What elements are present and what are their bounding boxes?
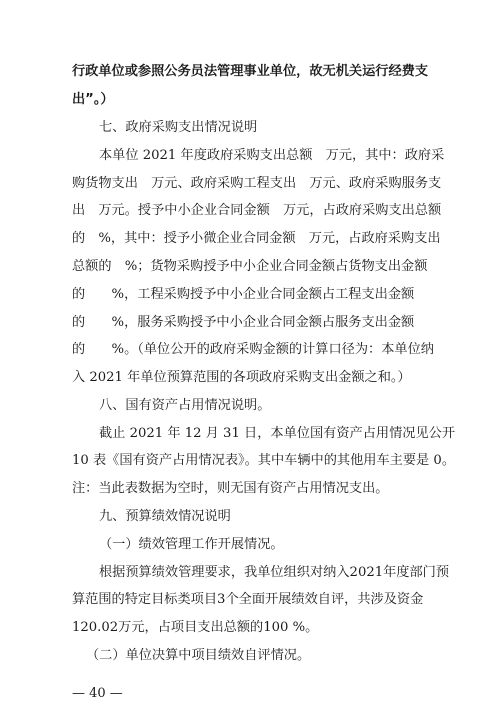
paragraph-line: 根据预算绩效管理要求，我单位组织对纳入2021年度部门预	[99, 565, 450, 580]
paragraph-line: 的 %。（单位公开的政府采购金额的计算口径为：本单位纳	[72, 342, 434, 357]
section-heading: 七、政府采购支出情况说明	[99, 120, 258, 135]
paragraph-line: 出”。）	[72, 92, 114, 107]
section-heading: 九、预算绩效情况说明	[99, 509, 231, 524]
paragraph-line: 截止 2021 年 12 月 31 日，本单位国有资产占用情况见公开	[99, 426, 456, 441]
paragraph-line: 总额的 %；货物采购授予中小企业合同金额占货物支出金额	[72, 259, 428, 274]
paragraph-line: 出 万元。授予中小企业合同金额 万元，占政府采购支出总额	[72, 203, 442, 218]
paragraph-line: 行政单位或参照公务员法管理事业单位，故无机关运行经费支	[72, 64, 429, 79]
subsection-heading: （二）单位决算中项目绩效自评情况。	[86, 648, 311, 663]
paragraph-line: 购货物支出 万元、政府采购工程支出 万元、政府采购服务支	[72, 176, 442, 191]
paragraph-line: 算范围的特定目标类项目3个全面开展绩效自评，共涉及资金	[72, 592, 424, 607]
section-heading: 八、国有资产占用情况说明。	[99, 398, 271, 413]
paragraph-line: 10 表《国有资产占用情况表》。其中车辆中的其他用车主要是 0。	[72, 453, 456, 468]
paragraph-line: 120.02万元，占项目支出总额的100 %。	[72, 620, 319, 635]
paragraph-line: 的 %，工程采购授予中小企业合同金额占工程支出金额	[72, 287, 415, 302]
paragraph-line: 注：当此表数据为空时，则无国有资产占用情况支出。	[72, 481, 389, 496]
paragraph-line: 入 2021 年单位预算范围的各项政府采购支出金额之和。）	[72, 370, 411, 385]
page-number: — 40 —	[72, 686, 123, 701]
paragraph-line: 的 %，服务采购授予中小企业合同金额占服务支出金额	[72, 315, 415, 330]
paragraph-line: 本单位 2021 年度政府采购支出总额 万元，其中：政府采	[99, 148, 445, 163]
paragraph-line: 的 %，其中：授予小微企业合同金额 万元，占政府采购支出	[72, 231, 441, 246]
subsection-heading: （一）绩效管理工作开展情况。	[99, 537, 284, 552]
